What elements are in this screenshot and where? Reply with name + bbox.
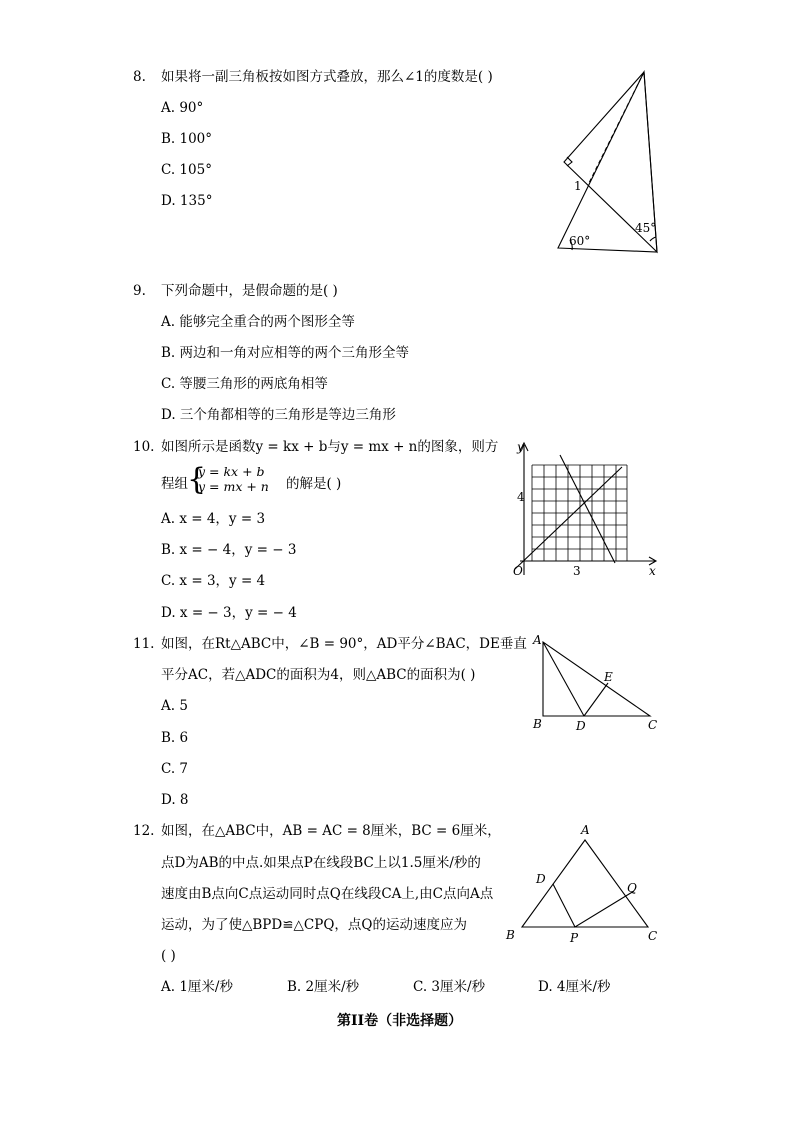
q12-stem-line2: 点D为AB的中点.如果点P在线段BC上以1.5厘米/秒的 — [161, 855, 481, 871]
q12-figure — [500, 820, 670, 950]
q10-grid — [532, 465, 627, 561]
q11-number: 11. — [133, 636, 155, 652]
q11-stem-line2: 平分AC，若△ADC的面积为4，则△ABC的面积为( ) — [161, 667, 476, 683]
q11-segment-ad — [543, 642, 584, 716]
q12-label-p: P — [570, 931, 579, 945]
q11-option-d: D. 8 — [161, 792, 189, 808]
q8-label-1: 1 — [574, 179, 582, 193]
q11-triangle-abc — [543, 642, 650, 716]
q8-option-c: C. 105° — [161, 162, 212, 178]
q8-label-60: 60° — [569, 234, 591, 248]
q12-stem-line1: 如图，在△ABC中，AB = AC = 8厘米，BC = 6厘米， — [161, 823, 501, 839]
q12-label-c: C — [648, 929, 658, 943]
q10-system-eq2: y = mx + n — [198, 479, 269, 494]
q11-option-b: B. 6 — [161, 730, 189, 746]
q8-number: 8. — [133, 69, 146, 85]
q8-arc-45 — [650, 237, 656, 241]
q12-option-c: C. 3厘米/秒 — [413, 979, 486, 995]
q11-segment-de — [584, 683, 608, 716]
q12-number: 12. — [133, 823, 155, 839]
q12-option-b: B. 2厘米/秒 — [287, 979, 360, 995]
q10-stem-line2-prefix: 程组 — [161, 476, 188, 492]
q8-stem: 如果将一副三角板按如图方式叠放，那么∠1的度数是( ) — [161, 69, 493, 85]
q11-label-a: A — [533, 633, 542, 647]
q10-number: 10. — [133, 439, 155, 455]
q11-label-d: D — [576, 719, 586, 733]
q12-stem-line5: ( ) — [161, 948, 176, 964]
q11-label-b: B — [533, 717, 542, 731]
q10-line-y-kx-b — [515, 467, 622, 569]
q10-graph — [505, 435, 665, 585]
q10-option-a: A. x = 4，y = 3 — [161, 511, 266, 527]
q12-stem-line4: 运动，为了使△BPD≌△CPQ，点Q的运动速度应为 — [161, 917, 467, 933]
q9-option-c: C. 等腰三角形的两底角相等 — [161, 376, 328, 392]
q10-option-d: D. x = − 3，y = − 4 — [161, 605, 297, 621]
q8-option-a: A. 90° — [161, 100, 204, 116]
q8-figure — [550, 65, 670, 260]
q12-label-b: B — [506, 928, 515, 942]
q9-option-b: B. 两边和一角对应相等的两个三角形全等 — [161, 345, 410, 361]
q8-option-d: D. 135° — [161, 193, 213, 209]
q10-label-y-tick: 4 — [517, 490, 525, 504]
q11-label-c: C — [648, 718, 658, 732]
q10-label-y: y — [517, 440, 524, 454]
q9-option-d: D. 三个角都相等的三角形是等边三角形 — [161, 407, 396, 423]
q10-system-eq1: y = kx + b — [198, 464, 265, 479]
q8-right-angle-mark — [567, 157, 572, 166]
q11-option-a: A. 5 — [161, 698, 188, 714]
q12-label-q: Q — [627, 881, 637, 895]
q12-option-d: D. 4厘米/秒 — [538, 979, 611, 995]
q12-option-a: A. 1厘米/秒 — [161, 979, 233, 995]
q12-label-a: A — [581, 823, 590, 837]
q12-stem-line3: 速度由B点向C点运动同时点Q在线段CA上,由C点向A点 — [161, 886, 494, 902]
q11-stem-line1: 如图，在Rt△ABC中，∠B = 90°，AD平分∠BAC，DE垂直 — [161, 636, 527, 652]
q9-number: 9. — [133, 283, 146, 299]
q10-label-x: x — [649, 564, 656, 578]
q11-figure — [528, 632, 668, 737]
q8-option-b: B. 100° — [161, 131, 213, 147]
q8-label-45: 45° — [635, 221, 657, 235]
q10-system-brace: { — [187, 462, 207, 497]
q10-stem-line1: 如图所示是函数y = kx + b与y = mx + n的图象，则方 — [161, 439, 499, 455]
q10-label-origin: O — [513, 564, 523, 578]
q9-stem: 下列命题中，是假命题的是( ) — [161, 283, 338, 299]
q9-option-a: A. 能够完全重合的两个图形全等 — [161, 314, 355, 330]
q10-option-b: B. x = − 4，y = − 3 — [161, 542, 297, 558]
q11-option-c: C. 7 — [161, 761, 189, 777]
q10-option-c: C. x = 3，y = 4 — [161, 573, 266, 589]
q10-label-x-tick: 3 — [573, 564, 581, 578]
section-title: 第II卷（非选择题） — [337, 1013, 463, 1029]
q10-stem-line2-suffix: 的解是( ) — [286, 476, 342, 492]
q12-label-d: D — [536, 872, 546, 886]
q11-label-e: E — [604, 670, 613, 684]
